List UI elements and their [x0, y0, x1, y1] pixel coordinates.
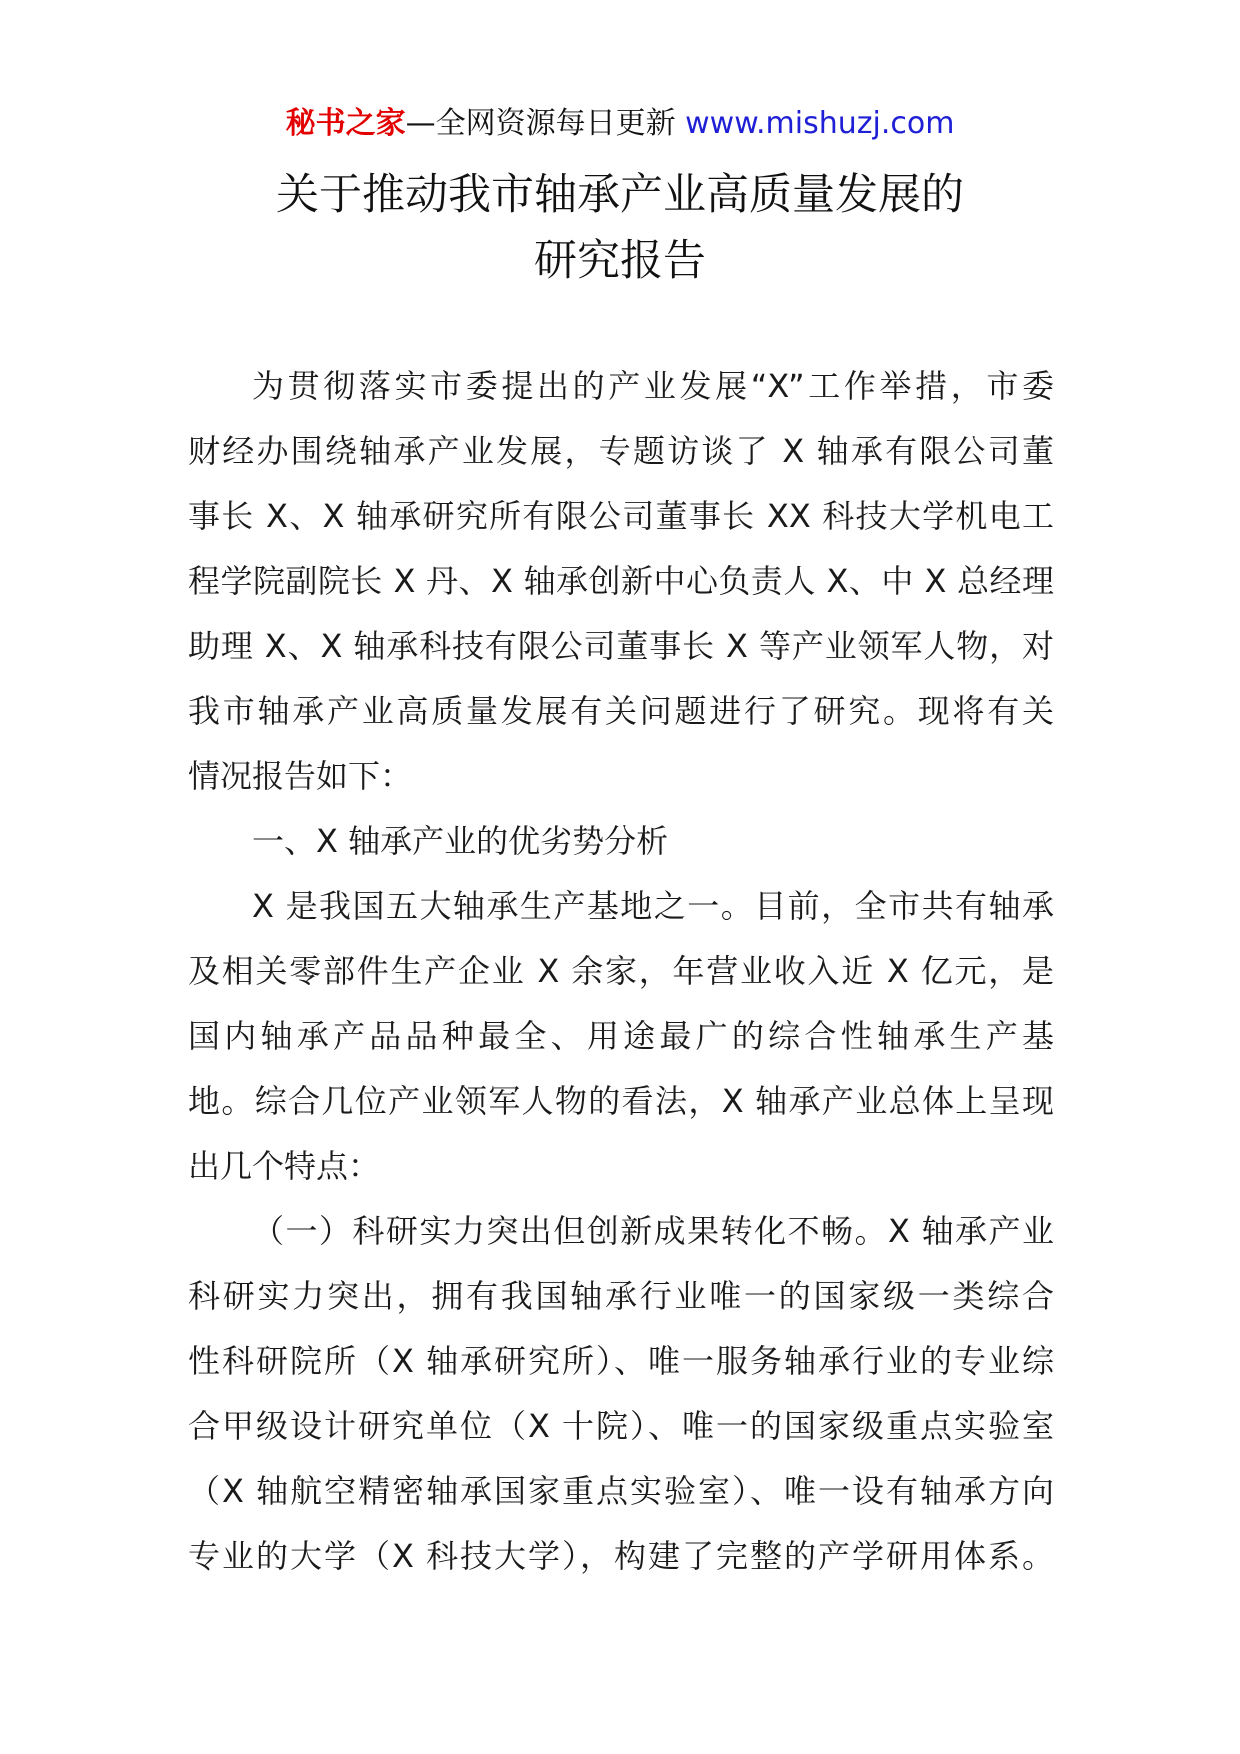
paragraph-line: 出几个特点：: [188, 1147, 381, 1185]
paragraph-line: 地。综合几位产业领军人物的看法，X 轴承产业总体上呈现: [188, 1082, 1054, 1120]
paragraph-line: 及相关零部件生产企业 X 余家，年营业收入近 X 亿元，是: [188, 952, 1054, 990]
paragraph-line: 专业的大学（X 科技大学），构建了完整的产学研用体系。: [188, 1537, 1054, 1575]
document-body: [188, 354, 1054, 1589]
paragraph-line: 性科研院所（X 轴承研究所）、唯一服务轴承行业的专业综: [188, 1342, 1054, 1380]
website-link[interactable]: www.mishuzj.com: [685, 106, 955, 141]
paragraph-line: X 是我国五大轴承生产基地之一。目前，全市共有轴承: [252, 887, 1054, 925]
paragraph-line: （一）科研实力突出但创新成果转化不畅。X 轴承产业: [252, 1212, 1054, 1250]
paragraph-line: 国内轴承产品品种最全、用途最广的综合性轴承生产基: [188, 1017, 1054, 1055]
paragraph-line: 助理 X、X 轴承科技有限公司董事长 X 等产业领军人物，对: [188, 627, 1054, 665]
paragraph-line: 情况报告如下：: [188, 757, 413, 795]
brand-name: 秘书之家: [285, 106, 406, 141]
paragraph-line: 为贯彻落实市委提出的产业发展“X”工作举措，市委: [252, 367, 1054, 405]
paragraph-line: （X 轴航空精密轴承国家重点实验室）、唯一设有轴承方向: [188, 1472, 1054, 1510]
page-header: [0, 104, 1240, 144]
paragraph-line: 财经办围绕轴承产业发展，专题访谈了 X 轴承有限公司董: [188, 432, 1054, 470]
title-line-1: 关于推动我市轴承产业高质量发展的: [276, 170, 964, 220]
paragraph-line: 科研实力突出，拥有我国轴承行业唯一的国家级一类综合: [188, 1277, 1054, 1315]
header-tagline: —全网资源每日更新: [405, 106, 686, 141]
paragraph-line: 合甲级设计研究单位（X 十院）、唯一的国家级重点实验室: [188, 1407, 1054, 1445]
paragraph-line: 我市轴承产业高质量发展有关问题进行了研究。现将有关: [188, 692, 1054, 730]
section-heading: 一、X 轴承产业的优劣势分析: [252, 822, 669, 860]
title-line-2: 研究报告: [534, 236, 706, 286]
document-title: [0, 162, 1240, 294]
paragraph-line: 事长 X、X 轴承研究所有限公司董事长 XX 科技大学机电工: [188, 497, 1054, 535]
paragraph-line: 程学院副院长 X 丹、X 轴承创新中心负责人 X、中 X 总经理: [188, 562, 1054, 600]
